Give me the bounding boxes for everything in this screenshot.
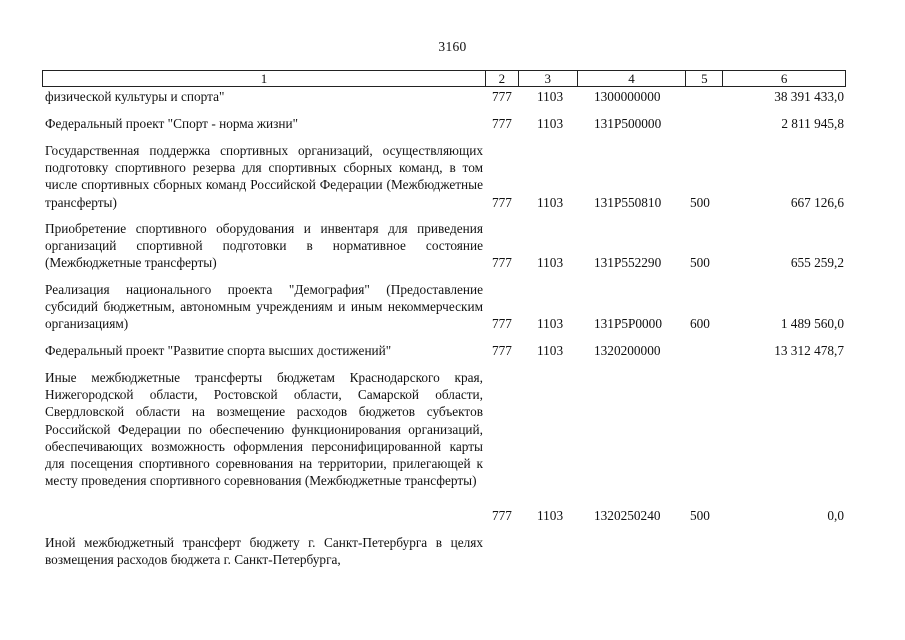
row-code-expense-type: 500 bbox=[690, 507, 710, 523]
row-code-section: 1103 bbox=[537, 316, 564, 332]
row-code-section: 1103 bbox=[537, 89, 564, 104]
row-code-target: 1300000000 bbox=[594, 89, 661, 104]
header-col-1: 1 bbox=[43, 71, 486, 86]
row-code-ministry: 777 bbox=[492, 89, 512, 104]
row-description: Государственная поддержка спортивных организаций, осуществляющих подготовку спортивного резерва для спортивных сборных команд, в том числе спортивных сборных команд Российской Федерации (Межбюджетные трансферты) bbox=[45, 143, 483, 210]
row-code-target: 131P5P0000 bbox=[594, 316, 662, 332]
row-description: Федеральный проект "Развитие спорта высших достижений" bbox=[45, 343, 392, 358]
row-code-ministry: 777 bbox=[492, 255, 512, 271]
row-code-target: 131P500000 bbox=[594, 116, 662, 131]
row-code-section: 1103 bbox=[537, 507, 564, 523]
row-description: Реализация национального проекта "Демография" (Предоставление субсидий бюджетным, автономным учреждениям и иным некоммерческим организациям) bbox=[45, 282, 483, 332]
row-amount: 13 312 478,7 bbox=[774, 343, 844, 358]
row-code-ministry: 777 bbox=[492, 507, 512, 523]
row-description: Приобретение спортивного оборудования и инвентаря для приведения организаций спортивной подготовки в нормативное состояние (Межбюджетные трансферты) bbox=[45, 221, 483, 271]
row-description: Иной межбюджетный трансферт бюджету г. Санкт-Петербурга в целях возмещения расходов бюджета г. Санкт-Петербурга, bbox=[45, 535, 483, 568]
table-header bbox=[42, 70, 846, 87]
header-col-3: 3 bbox=[519, 71, 578, 86]
row-code-expense-type: 500 bbox=[690, 255, 710, 271]
row-code-section: 1103 bbox=[537, 343, 564, 358]
row-code-target: 1320250240 bbox=[594, 507, 661, 523]
row-code-ministry: 777 bbox=[492, 116, 512, 131]
page-number: 3160 bbox=[438, 39, 467, 54]
row-code-target: 131P552290 bbox=[594, 255, 662, 271]
row-code-target: 131P550810 bbox=[594, 194, 662, 210]
header-col-6: 6 bbox=[780, 71, 788, 86]
row-code-section: 1103 bbox=[537, 194, 564, 210]
row-code-expense-type: 500 bbox=[690, 194, 710, 210]
row-code-section: 1103 bbox=[537, 116, 564, 131]
header-col-2: 2 bbox=[486, 71, 519, 86]
row-code-expense-type: 600 bbox=[690, 316, 710, 332]
row-code-ministry: 777 bbox=[492, 316, 512, 332]
row-description: Иные межбюджетные трансферты бюджетам Краснодарского края, Нижегородской области, Ростовской области, Самарской области, Свердловской области на возмещение расходов бюджетов субъектов Российской Федерации по обеспечению функционирования организаций, обеспечивающих возможность оформления персонифицированной карты для посещения спортивного соревнования на территории, прилегающей к месту проведения спортивного соревнования (Межбюджетные трансферты) bbox=[45, 370, 483, 489]
row-amount: 667 126,6 bbox=[790, 194, 844, 210]
row-amount: 1 489 560,0 bbox=[780, 316, 844, 332]
row-code-ministry: 777 bbox=[492, 194, 512, 210]
header-col-4: 4 bbox=[578, 71, 687, 86]
row-description: Федеральный проект "Спорт - норма жизни" bbox=[45, 116, 299, 131]
row-code-section: 1103 bbox=[537, 255, 564, 271]
row-code-target: 1320200000 bbox=[594, 343, 661, 358]
header-col-5: 5 bbox=[686, 71, 723, 86]
row-amount: 655 259,2 bbox=[790, 255, 844, 271]
row-amount: 2 811 945,8 bbox=[781, 116, 844, 131]
row-amount: 38 391 433,0 bbox=[774, 89, 844, 104]
row-code-ministry: 777 bbox=[492, 343, 512, 358]
row-description: физической культуры и спорта" bbox=[45, 89, 225, 104]
row-amount: 0,0 bbox=[827, 507, 844, 523]
